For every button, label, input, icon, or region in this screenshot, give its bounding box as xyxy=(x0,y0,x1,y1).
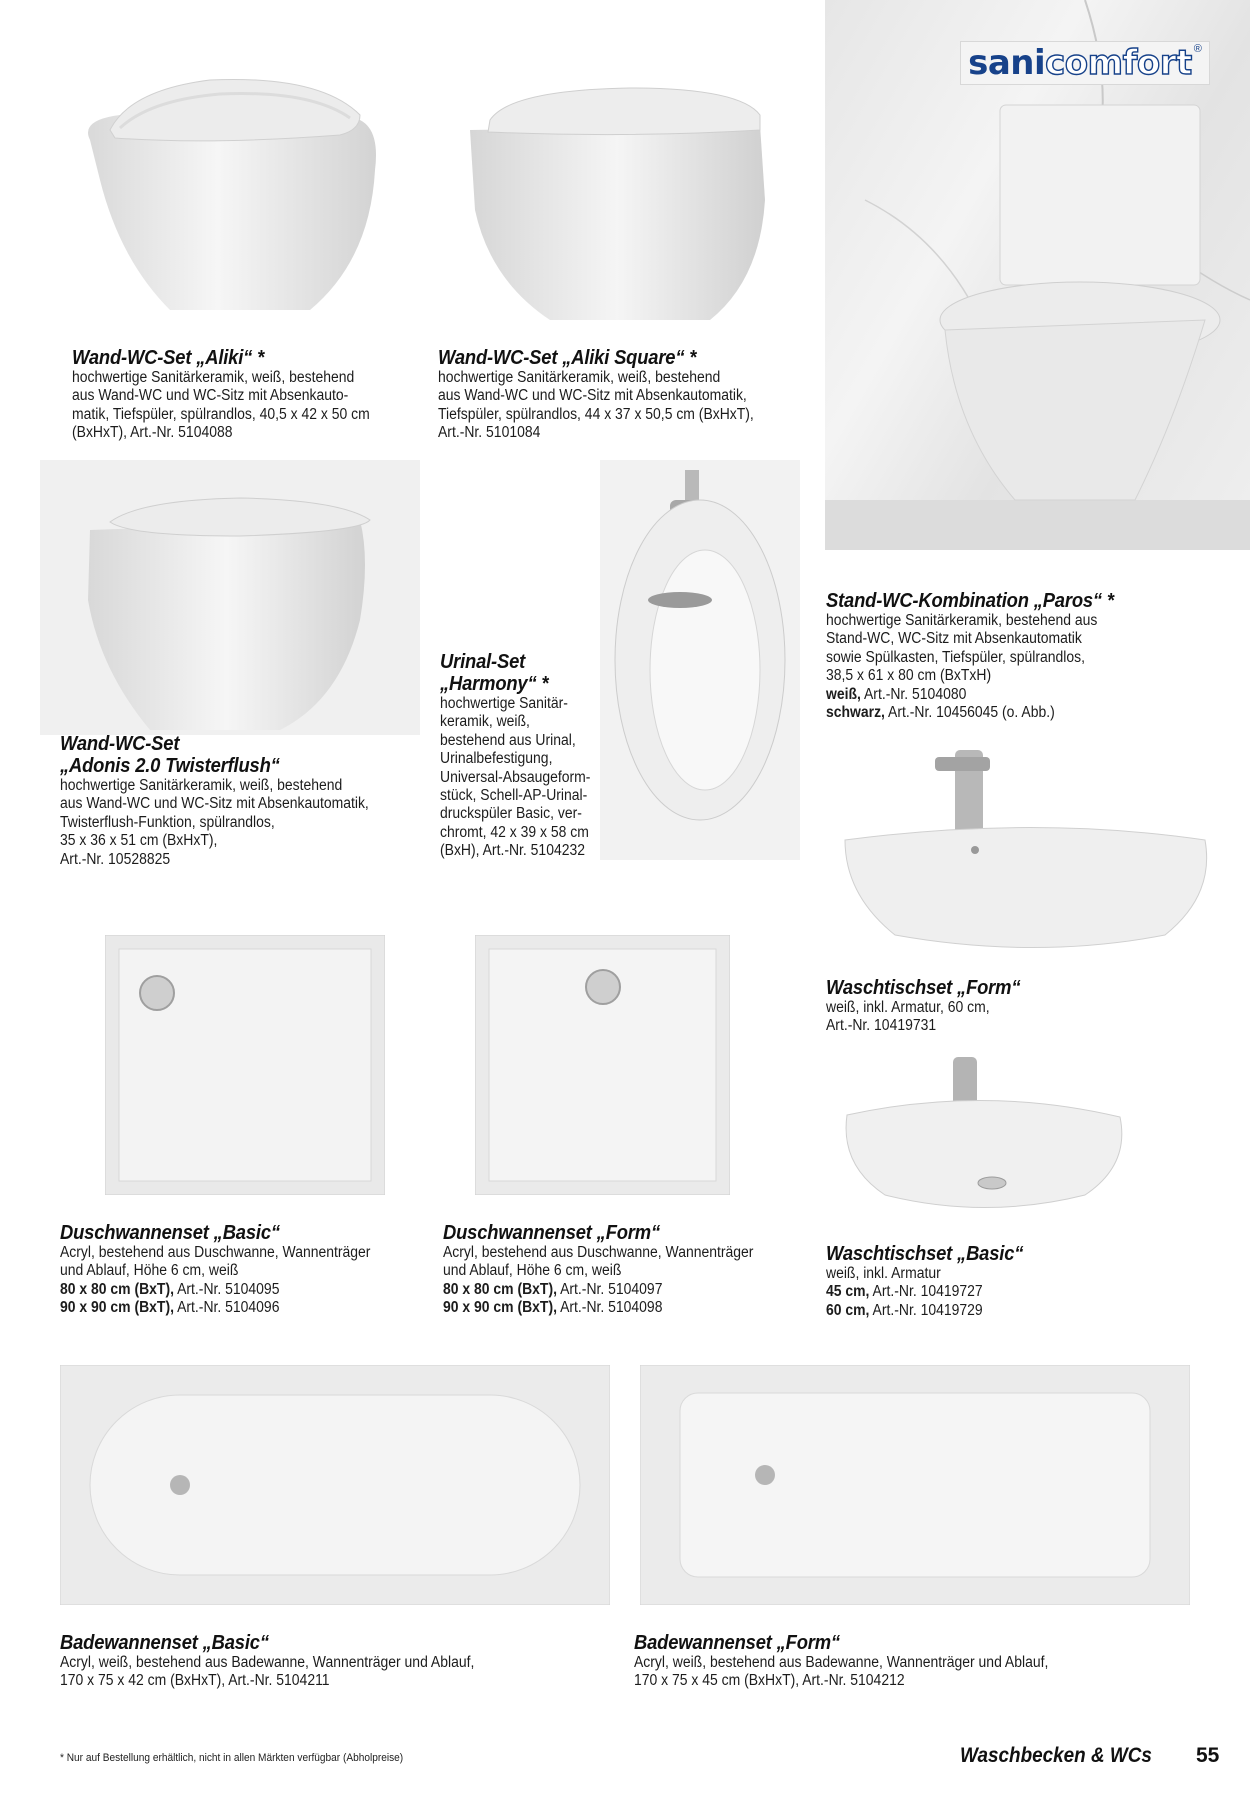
section-title: Waschbecken & WCs xyxy=(960,1744,1152,1767)
product-line: druckspüler Basic, ver- xyxy=(440,805,582,823)
product-line: hochwertige Sanitärkeramik, weiß, bestehend xyxy=(72,369,355,386)
waschtisch-basic-image xyxy=(835,1055,1135,1215)
variant-art-nr: Art.-Nr. 5104098 xyxy=(556,1299,663,1317)
product-line: Art.-Nr. 5101084 xyxy=(438,424,541,442)
product-dusch-form xyxy=(443,1222,788,1318)
logo-part-sani: sani xyxy=(968,43,1046,83)
product-variant xyxy=(60,1299,370,1317)
product-line: hochwertige Sanitärkeramik, weiß, bestehend xyxy=(60,777,343,794)
bade-basic-image xyxy=(60,1365,610,1605)
variant-size: 80 x 80 cm (BxT), xyxy=(60,1280,174,1298)
product-title: Duschwannenset „Form“ xyxy=(443,1222,660,1244)
product-variant xyxy=(826,1302,1019,1320)
product-title: Wand-WC-Set „Aliki“ * xyxy=(72,347,265,369)
variant-art-nr: Art.-Nr. 10456045 (o. Abb.) xyxy=(884,704,1055,722)
product-bade-form xyxy=(634,1632,1094,1691)
product-line: weiß, inkl. Armatur xyxy=(826,1265,941,1282)
product-title: Stand-WC-Kombination „Paros“ * xyxy=(826,590,1114,612)
variant-art-nr: Art.-Nr. 10419727 xyxy=(869,1283,983,1301)
variant-art-nr: Art.-Nr. 5104095 xyxy=(173,1280,280,1298)
product-variant xyxy=(443,1299,753,1317)
product-line: Acryl, weiß, bestehend aus Badewanne, Wannenträger und Ablauf, xyxy=(60,1654,475,1671)
dusch-basic-image xyxy=(105,935,385,1195)
waschtisch-form-image xyxy=(835,745,1235,965)
product-line: hochwertige Sanitärkeramik, bestehend aus xyxy=(826,612,1098,629)
variant-art-nr: Art.-Nr. 5104080 xyxy=(860,685,967,703)
product-line: aus Wand-WC und WC-Sitz mit Absenkauto- xyxy=(72,387,349,405)
product-line: chromt, 42 x 39 x 58 cm xyxy=(440,823,589,841)
product-title: Wand-WC-Set xyxy=(60,733,180,755)
product-variant xyxy=(826,1283,1019,1301)
variant-size: 90 x 90 cm (BxT), xyxy=(443,1299,557,1317)
product-title: „Harmony“ * xyxy=(440,673,549,695)
variant-size: schwarz, xyxy=(826,704,885,722)
product-line: Art.-Nr. 10528825 xyxy=(60,850,171,868)
product-variant xyxy=(60,1281,370,1299)
product-line: hochwertige Sanitär- xyxy=(440,695,568,712)
product-dusch-basic xyxy=(60,1222,405,1318)
product-line: sowie Spülkasten, Tiefspüler, spülrandlos, xyxy=(826,648,1086,666)
page-number: 55 xyxy=(1196,1744,1220,1767)
product-aliki xyxy=(72,347,403,443)
product-line: (BxHxT), Art.-Nr. 5104088 xyxy=(72,424,233,442)
product-line: matik, Tiefspüler, spülrandlos, 40,5 x 42 x 50 cm xyxy=(72,405,370,423)
logo-registered-mark: ® xyxy=(1193,43,1202,55)
product-waschtisch-form xyxy=(826,977,1037,1036)
product-title: Wand-WC-Set „Aliki Square“ * xyxy=(438,347,697,369)
product-paros xyxy=(826,590,1139,722)
product-line: (BxH), Art.-Nr. 5104232 xyxy=(440,842,585,860)
product-line: Acryl, bestehend aus Duschwanne, Wannenträger xyxy=(443,1244,754,1261)
product-aliki-square xyxy=(438,347,789,443)
product-line: und Ablauf, Höhe 6 cm, weiß xyxy=(443,1262,622,1280)
product-line: Universal-Absaugeform- xyxy=(440,768,591,786)
product-line: Stand-WC, WC-Sitz mit Absenkautomatik xyxy=(826,630,1082,648)
product-line: Acryl, weiß, bestehend aus Badewanne, Wannenträger und Ablauf, xyxy=(634,1654,1049,1671)
product-title: Badewannenset „Form“ xyxy=(634,1632,840,1654)
product-title: Badewannenset „Basic“ xyxy=(60,1632,269,1654)
product-line: aus Wand-WC und WC-Sitz mit Absenkautomatik, xyxy=(60,795,369,813)
variant-size: weiß, xyxy=(826,685,861,703)
product-line: 170 x 75 x 45 cm (BxHxT), Art.-Nr. 5104212 xyxy=(634,1672,905,1690)
product-variant xyxy=(826,686,1108,704)
aliki-square-toilet-image xyxy=(440,20,800,330)
product-title: Duschwannenset „Basic“ xyxy=(60,1222,280,1244)
product-line: 35 x 36 x 51 cm (BxHxT), xyxy=(60,832,218,850)
product-title: „Adonis 2.0 Twisterflush“ xyxy=(60,755,280,777)
product-waschtisch-basic xyxy=(826,1243,1040,1320)
product-line: stück, Schell-AP-Urinal- xyxy=(440,787,588,805)
product-title: Urinal-Set xyxy=(440,651,526,673)
product-line: Urinalbefestigung, xyxy=(440,750,553,768)
variant-size: 80 x 80 cm (BxT), xyxy=(443,1280,557,1298)
logo-part-comfort: comfort xyxy=(1045,43,1192,83)
product-urinal xyxy=(440,651,607,861)
product-line: 170 x 75 x 42 cm (BxHxT), Art.-Nr. 5104211 xyxy=(60,1672,330,1690)
product-variant xyxy=(443,1281,753,1299)
dusch-form-image xyxy=(475,935,730,1195)
product-bade-basic xyxy=(60,1632,520,1691)
variant-size: 45 cm, xyxy=(826,1283,870,1301)
variant-size: 90 x 90 cm (BxT), xyxy=(60,1299,174,1317)
product-title: Waschtischset „Form“ xyxy=(826,977,1021,999)
product-variant xyxy=(826,704,1108,722)
variant-size: 60 cm, xyxy=(826,1301,870,1319)
product-line: Twisterflush-Funktion, spülrandlos, xyxy=(60,813,275,831)
footnote: * Nur auf Bestellung erhältlich, nicht in allen Märkten verfügbar (Abholpreise) xyxy=(60,1752,404,1764)
product-line: Acryl, bestehend aus Duschwanne, Wannenträger xyxy=(60,1244,371,1261)
product-line: Art.-Nr. 10419731 xyxy=(826,1017,937,1035)
product-line: bestehend aus Urinal, xyxy=(440,731,576,749)
product-line: und Ablauf, Höhe 6 cm, weiß xyxy=(60,1262,239,1280)
product-line: 38,5 x 61 x 80 cm (BxTxH) xyxy=(826,667,992,685)
product-line: Tiefspüler, spülrandlos, 44 x 37 x 50,5 cm (BxHxT), xyxy=(438,405,754,423)
aliki-toilet-image xyxy=(60,20,400,330)
variant-art-nr: Art.-Nr. 10419729 xyxy=(869,1301,983,1319)
product-title: Waschtischset „Basic“ xyxy=(826,1243,1024,1265)
product-line: keramik, weiß, xyxy=(440,713,530,731)
product-adonis xyxy=(60,733,403,869)
product-line: weiß, inkl. Armatur, 60 cm, xyxy=(826,999,990,1016)
variant-art-nr: Art.-Nr. 5104097 xyxy=(556,1280,663,1298)
urinal-image xyxy=(600,460,800,860)
product-line: hochwertige Sanitärkeramik, weiß, bestehend xyxy=(438,369,721,386)
sanicomfort-logo xyxy=(960,41,1210,85)
variant-art-nr: Art.-Nr. 5104096 xyxy=(173,1299,280,1317)
adonis-toilet-image xyxy=(40,460,420,735)
product-line: aus Wand-WC und WC-Sitz mit Absenkautomatik, xyxy=(438,387,747,405)
bade-form-image xyxy=(640,1365,1190,1605)
